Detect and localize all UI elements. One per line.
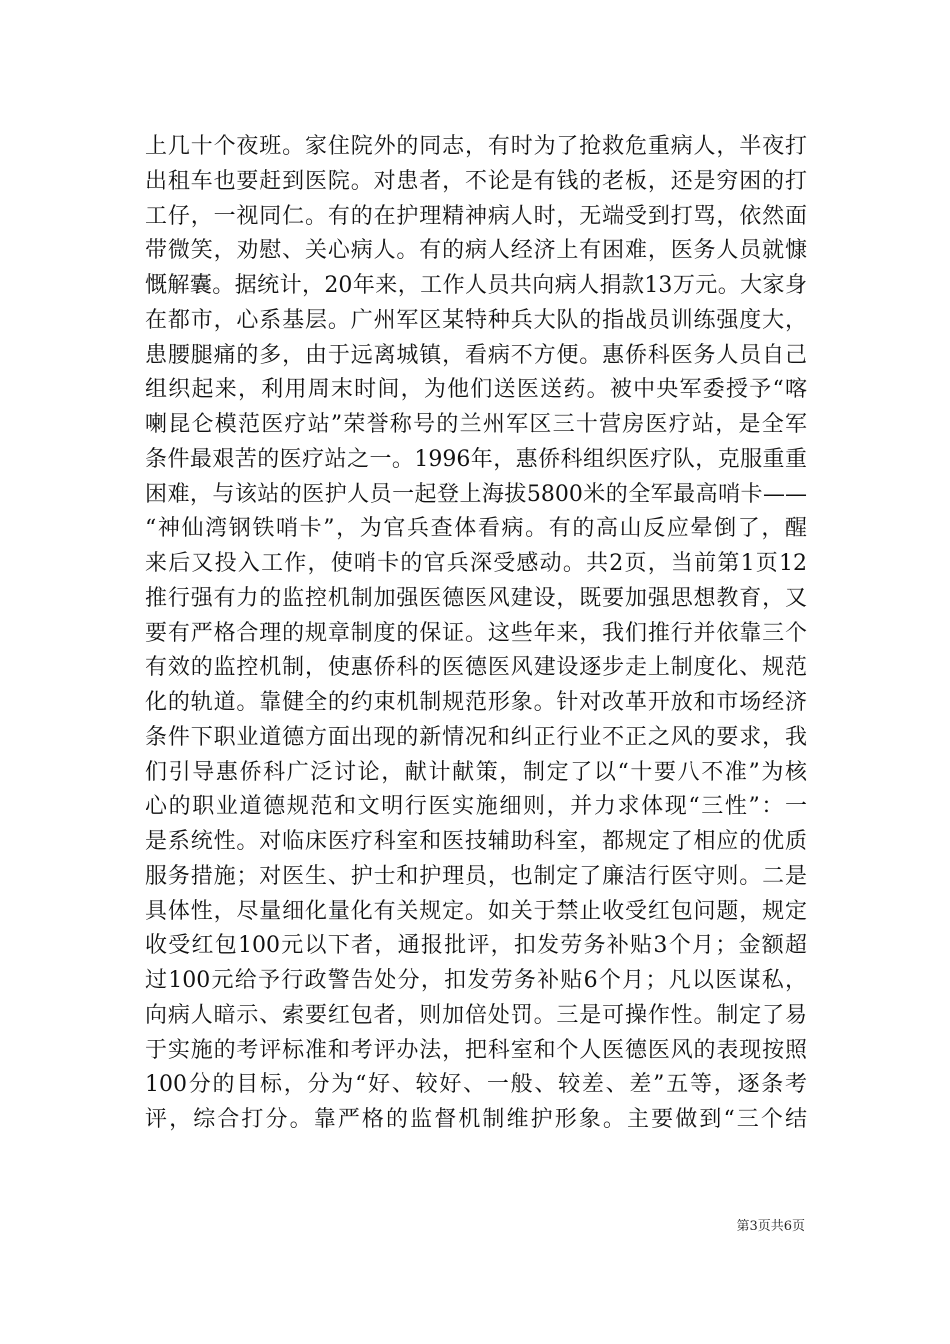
text-line: 患腰腿痛的多，由于远离城镇，看病不方便。惠侨科医务人员自己 — [145, 342, 807, 368]
text-line: 条件下职业道德方面出现的新情况和纠正行业不正之风的要求，我 — [145, 724, 807, 750]
text-line: 来后又投入工作，使哨卡的官兵深受感动。共2页，当前第1页12 — [145, 551, 807, 576]
text-line: 具体性，尽量细化量化有关规定。如关于禁止收受红包问题，规定 — [145, 898, 807, 924]
text-line: 带微笑，劝慰、关心病人。有的病人经济上有困难，医务人员就慷 — [145, 238, 807, 264]
text-line: 条件最艰苦的医疗站之一。1996年，惠侨科组织医疗队，克服重重 — [145, 446, 807, 472]
document-body — [145, 130, 807, 1138]
text-line: “神仙湾钢铁哨卡”，为官兵查体看病。有的高山反应晕倒了，醒 — [145, 516, 807, 542]
text-line: 于实施的考评标准和考评办法，把科室和个人医德医风的表现按照 — [145, 1037, 807, 1063]
text-line: 在都市，心系基层。广州军区某特种兵大队的指战员训练强度大， — [145, 307, 807, 333]
page-number-footer: 第3页共6页 — [736, 1219, 805, 1234]
text-line: 化的轨道。靠健全的约束机制规范形象。针对改革开放和市场经济 — [145, 690, 807, 715]
text-line: 上几十个夜班。家住院外的同志，有时为了抢救危重病人，半夜打 — [145, 134, 807, 159]
text-line: 慨解囊。据统计，20年来，工作人员共向病人捐款13万元。大家身 — [145, 273, 807, 298]
text-line: 出租车也要赶到医院。对患者，不论是有钱的老板，还是穷困的打 — [145, 168, 807, 194]
text-line: 们引导惠侨科广泛讨论，献计献策，制定了以“十要八不准”为核 — [145, 759, 807, 785]
text-line: 评，综合打分。靠严格的监督机制维护形象。主要做到“三个结 — [145, 1107, 807, 1132]
text-line: 困难，与该站的医护人员一起登上海拔5800米的全军最高哨卡—— — [145, 481, 807, 507]
text-line: 喇昆仑模范医疗站”荣誉称号的兰州军区三十营房医疗站，是全军 — [145, 412, 807, 437]
text-line: 有效的监控机制，使惠侨科的医德医风建设逐步走上制度化、规范 — [145, 655, 807, 681]
text-line: 组织起来，利用周末时间，为他们送医送药。被中央军委授予“喀 — [145, 377, 807, 403]
text-line: 收受红包100元以下者，通报批评，扣发劳务补贴3个月；金额超 — [145, 933, 807, 959]
text-line: 100分的目标，分为“好、较好、一般、较差、差”五等，逐条考 — [145, 1072, 807, 1098]
text-line: 工仔，一视同仁。有的在护理精神病人时，无端受到打骂，依然面 — [145, 203, 807, 229]
text-line: 服务措施；对医生、护士和护理员，也制定了廉洁行医守则。二是 — [145, 863, 807, 889]
text-line: 是系统性。对临床医疗科室和医技辅助科室，都规定了相应的优质 — [145, 829, 807, 854]
text-line: 心的职业道德规范和文明行医实施细则，并力求体现“三性”：一 — [145, 794, 807, 820]
text-line: 过100元给予行政警告处分，扣发劳务补贴6个月；凡以医谋私， — [145, 968, 807, 993]
text-line: 向病人暗示、索要红包者，则加倍处罚。三是可操作性。制定了易 — [145, 1002, 807, 1028]
text-line: 要有严格合理的规章制度的保证。这些年来，我们推行并依靠三个 — [145, 620, 807, 646]
text-line: 推行强有力的监控机制加强医德医风建设，既要加强思想教育，又 — [145, 585, 807, 611]
